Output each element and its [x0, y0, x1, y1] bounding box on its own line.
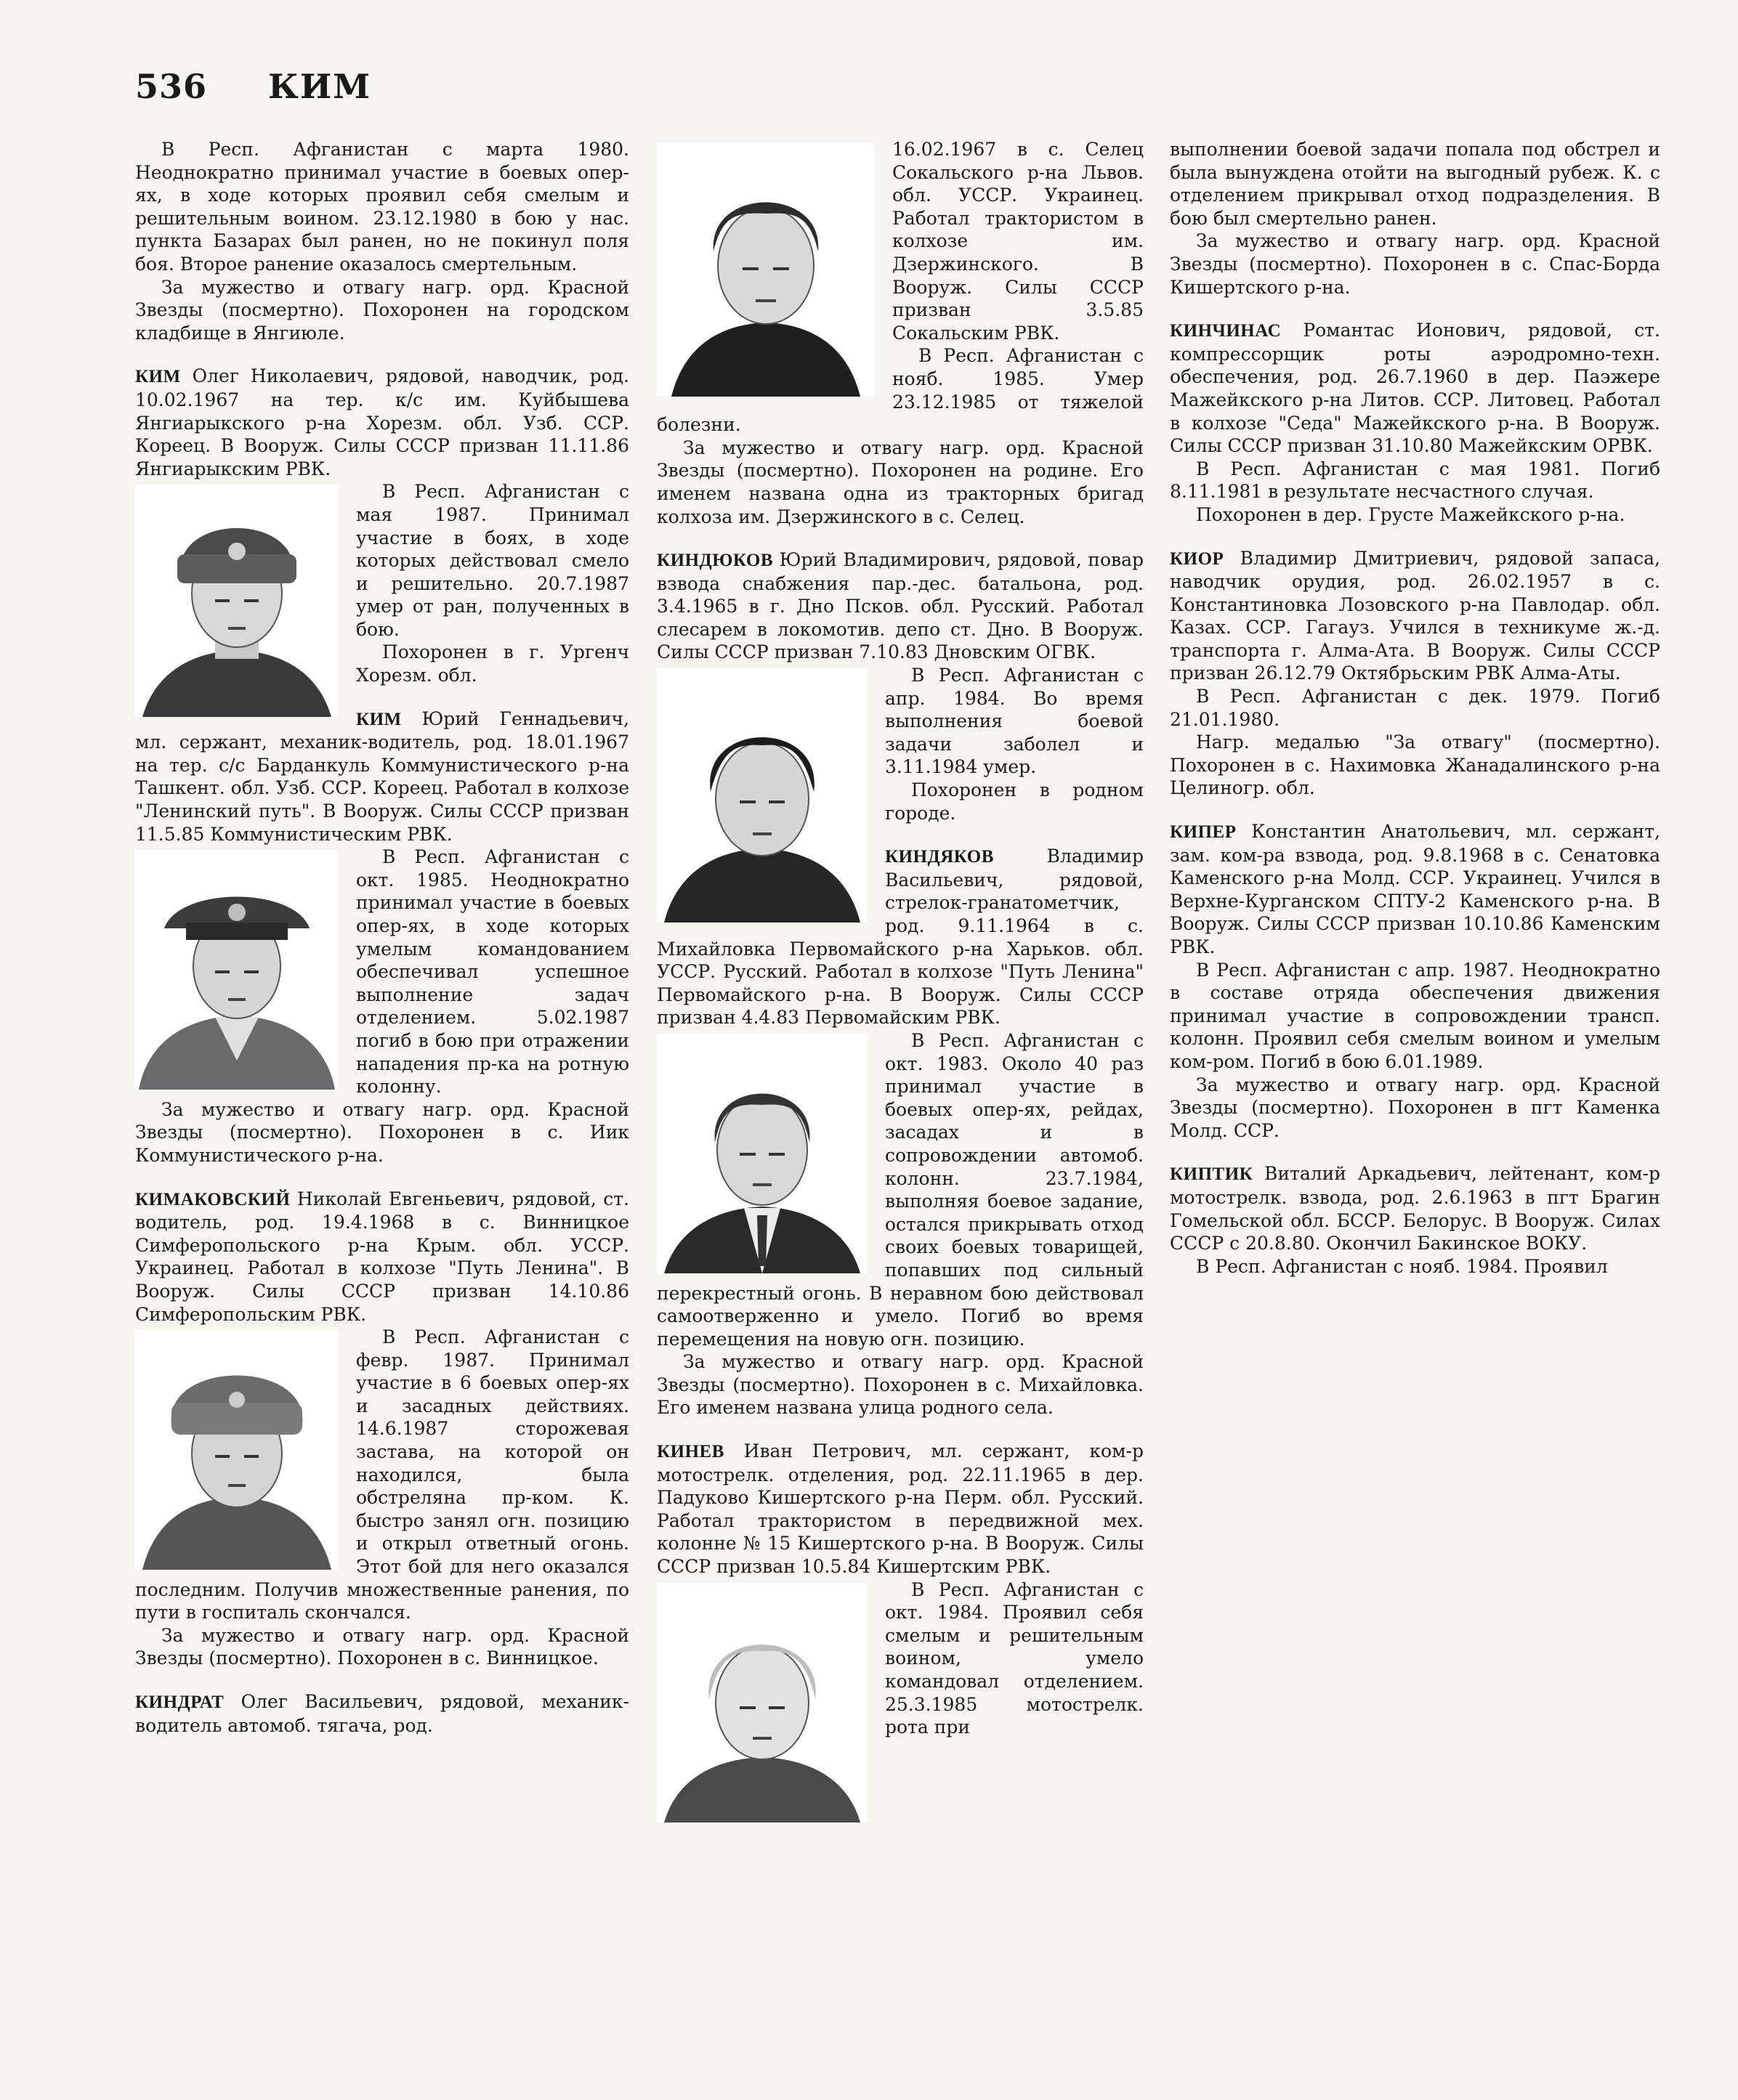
portrait-kimakovsky — [135, 1330, 339, 1570]
entry-text: Иван Петрович, мл. сержант, ком-р мотострелк. отделения, род. 22.11.1965 в дер. Падуково Кишертского р-на Перм. обл. Русский. Работал трактористом в передвижной мех. колонне № 15 Кишертского р-на. В Вооруж. Силы СССР призван 10.5.84 Кишертским РВК. — [657, 1440, 1144, 1578]
entry-kior — [1170, 547, 1660, 800]
portrait-kindyukov — [657, 668, 868, 923]
portrait-photo — [657, 668, 868, 923]
paragraph: В Респ. Афганистан с нояб. 1984. Проявил — [1196, 1255, 1608, 1277]
paragraph: В Респ. Афганистан с дек. 1979. Погиб 21.01.1980. — [1170, 686, 1660, 730]
entry-text: Николай Евгеньевич, рядовой, ст. водитель, род. 19.4.1968 в с. Винницкое Симферопольского р-на Крым. обл. УССР. Украинец. Работал в колхозе "Путь Ленина". В Вооруж. Силы СССР призван 14.10.86 Симферопольским РВК. — [135, 1188, 629, 1325]
portrait-kindrat — [657, 142, 875, 397]
entry-kindrat — [135, 1690, 629, 1737]
portrait-photo — [657, 1034, 868, 1273]
paragraph: В Респ. Афганистан с февр. 1987. Принимал участие в 6 боевых опер-ях и засадных действиях. 14.6.1987 сторожевая застава, на которой он находился, была обстреляна пр-ком. К. быстро занял огн. позицию и открыл ответный огонь. Этот бой для него оказался последним. Получив множественные ранения, по пути в госпиталь скончался. — [135, 1326, 629, 1623]
surname: КИМ — [135, 367, 181, 387]
portrait-kim-yuri — [135, 850, 339, 1090]
surname: КИПТИК — [1170, 1164, 1253, 1185]
paragraph: В Респ. Афганистан с мая 1987. Принимал участие в боях, в ходе которых действовал смело и решительно. 20.7.1987 умер от ран, полученных в бою. — [356, 481, 629, 640]
paragraph: В Респ. Афганистан с окт. 1983. Около 40 раз принимал участие в боевых опер-ях, рейдах, засадах и в сопровождении автомоб. колонн. 23.7.1984, выполняя боевое задание, остался прикрывать отход своих боевых товарищей, попавших под сильный перекрестный огонь. В неравном бою действовал самоотверженно и умело. Погиб во время перемещения на новую огн. позицию. — [657, 1029, 1144, 1350]
paragraph: В Респ. Афганистан с марта 1980. Неоднократно принимал участие в боевых опер-ях, в ходе которых проявил себя смелым и решительным воином. 23.12.1980 в бою у нас. пункта Базарах был ранен, но не покинул поля боя. Второе ранение оказалось смертельным. — [135, 139, 629, 275]
paragraph: В Респ. Афганистан с окт. 1984. Проявил себя смелым и решительным воином, умело командовал отделением. 25.3.1985 мотострелк. рота при — [885, 1578, 1144, 1738]
entry-text: Романтас Ионович, рядовой, ст. компрессорщик роты аэродромно-техн. обеспечения, род. 26.7.1960 в дер. Паэжере Мажейкского р-на Литов. ССР. Литовец. Работал в колхозе "Седа" Мажейкского р-на. В Вооруж. Силы СССР призван 31.10.80 Мажейкским ОРВК. — [1170, 320, 1660, 457]
surname: КИМ — [356, 709, 402, 729]
portrait-photo — [135, 485, 339, 717]
entry-kiper — [1170, 820, 1660, 1142]
entry-text: Виталий Аркадьевич, лейтенант, ком-р мотострелк. взвода, род. 2.6.1963 в пгт Брагин Гомельской обл. БССР. Белорус. В Вооруж. Силах СССР с 20.8.80. Окончил Бакинское ВОКУ. — [1170, 1163, 1660, 1254]
entry-text: Владимир Дмитриевич, рядовой запаса, наводчик орудия, род. 26.02.1957 в с. Константиновка Лозовского р-на Павлодар. обл. Казах. ССР. Гагауз. Учился в техникуме ж.-д. транспорта г. Алма-Ата. В Вооруж. Силы СССР призван 26.12.79 Октябрьским РВК Алма-Аты. — [1170, 547, 1660, 684]
portrait-photo — [657, 142, 875, 397]
paragraph: За мужество и отвагу нагр. орд. Красной Звезды (посмертно). Похоронен в с. Винницкое. — [135, 1624, 629, 1669]
entry-continuation — [135, 138, 629, 344]
entry-text: Юрий Геннадьевич, мл. сержант, механик-водитель, род. 18.01.1967 на тер. с/с Барданкуль Коммунистического р-на Ташкент. обл. Узб. ССР. Кореец. Работал в колхозе "Ленинский путь". В Вооруж. Силы СССР призван 11.5.85 Коммунистическим РВК. — [135, 708, 629, 845]
paragraph: В Респ. Афганистан с апр. 1987. Неоднократно в составе отряда обеспечения движения принимал участие в сопровождении трансп. колонн. Проявил себя смелым воином и умелым ком-ром. Погиб в бою 6.01.1989. — [1170, 959, 1660, 1072]
surname: КИНДРАТ — [135, 1692, 225, 1712]
column-3 — [1170, 138, 1660, 2085]
portrait-photo — [135, 850, 339, 1090]
surname: КИНДЯКОВ — [885, 847, 994, 867]
paragraph: Нагр. медалью "За отвагу" (посмертно). Похоронен в с. Нахимовка Жанадалинского р-на Целиногр. обл. — [1170, 731, 1660, 799]
entry-kindyakov — [657, 845, 1144, 1419]
entry-kinchinas — [1170, 319, 1660, 526]
entry-text: Олег Васильевич, рядовой, механик-водитель автомоб. тягача, род. — [135, 1691, 629, 1736]
entry-kinev — [657, 1440, 1144, 1739]
paragraph: выполнении боевой задачи попала под обстрел и была вынуждена отойти на выгодный рубеж. К. с отделением прикрывал отход подразделения. В бою был смертельно ранен. — [1170, 139, 1660, 229]
paragraph: В Респ. Афганистан с окт. 1985. Неоднократно принимал участие в боевых опер-ях, в ходе которых умелым командованием обеспечивал успешное выполнение задач отделением. 5.02.1987 погиб в бою при отражении нападения пр-ка на ротную колонну. — [356, 846, 629, 1098]
entry-text: Владимир Васильевич, рядовой, стрелок-гранатометчик, род. 9.11.1964 в с. Михайловка Первомайского р-на Харьков. обл. УССР. Русский. Работал в колхозе "Путь Ленина" Первомайского р-на. В Вооруж. Силы СССР призван 4.4.83 Первомайским РВК. — [657, 846, 1144, 1029]
surname: КИНЧИНАС — [1170, 321, 1282, 341]
surname: КИНЕВ — [657, 1442, 724, 1462]
entry-kiptik — [1170, 1162, 1660, 1278]
portrait-kindyakov — [657, 1034, 868, 1273]
paragraph: За мужество и отвагу нагр. орд. Красной Звезды (посмертно). Похоронен в с. Иик Коммунистического р-на. — [135, 1098, 629, 1166]
paragraph: В Респ. Афганистан с апр. 1984. Во время выполнения боевой задачи заболел и 3.11.1984 умер. — [885, 665, 1144, 778]
paragraph: За мужество и отвагу нагр. орд. Красной Звезды (посмертно). Похоронен в с. Михайловка. Его именем названа улица родного села. — [657, 1351, 1144, 1419]
entry-continuation — [657, 138, 1144, 528]
entry-text: Юрий Владимирович, рядовой, повар взвода снабжения пар.-дес. батальона, род. 3.4.1965 в г. Дно Псков. обл. Русский. Работал слесарем в локомотив. депо ст. Дно. В Вооруж. Силы СССР призван 7.10.83 Дновским ОГВК. — [657, 549, 1144, 663]
paragraph: За мужество и отвагу нагр. орд. Красной Звезды (посмертно). Похоронен в с. Спас-Борда Кишертского р-на. — [1170, 230, 1660, 298]
paragraph: 16.02.1967 в с. Селец Сокальского р-на Львов. обл. УССР. Украинец. Работал трактористом в колхозе им. Дзержинского. В Вооруж. Силы СССР призван 3.5.85 Сокальским РВК. — [892, 139, 1144, 344]
entry-text: Олег Николаевич, рядовой, наводчик, род. 10.02.1967 на тер. к/с им. Куйбышева Янгиарыкского р-на Хорезм. обл. Узб. ССР. Кореец. В Вооруж. Силы СССР призван 11.11.86 Янгиарыкским РВК. — [135, 365, 629, 479]
portrait-kinev — [657, 1583, 868, 1823]
entry-kim-yuri — [135, 708, 629, 1167]
paragraph: В Респ. Афганистан с мая 1981. Погиб 8.11.1981 в результате несчастного случая. — [1170, 458, 1660, 503]
entry-text: Константин Анатольевич, мл. сержант, зам. ком-ра взвода, род. 9.8.1968 в с. Сенатовка Каменского р-на Молд. ССР. Украинец. Учился в Верхне-Курганском СПТУ-2 Каменского р-на. В Вооруж. Силы СССР призван 10.10.86 Каменским РВК. — [1170, 821, 1660, 957]
paragraph: Похоронен в родном городе. — [885, 779, 1144, 824]
paragraph: Похоронен в г. Ургенч Хорезм. обл. — [356, 641, 629, 686]
portrait-photo — [135, 1330, 339, 1570]
paragraph: За мужество и отвагу нагр. орд. Красной Звезды (посмертно). Похоронен на родине. Его именем названа одна из тракторных бригад колхоза им. Дзержинского в с. Селец. — [657, 437, 1144, 527]
running-head: КИМ — [268, 67, 372, 106]
portrait-photo — [657, 1583, 868, 1823]
entry-kindyukov — [657, 548, 1144, 824]
column-2 — [657, 138, 1144, 2085]
surname: КИПЕР — [1170, 822, 1237, 843]
page-number: 536 — [135, 67, 208, 106]
portrait-kim-oleg — [135, 485, 339, 717]
paragraph: Похоронен в дер. Грусте Мажейкского р-на. — [1196, 503, 1625, 525]
surname: КИМАКОВСКИЙ — [135, 1189, 291, 1209]
entry-kimakovsky — [135, 1188, 629, 1670]
paragraph: В Респ. Афганистан с нояб. 1985. Умер 23.12.1985 от тяжелой болезни. — [657, 345, 1144, 436]
surname: КИНДЮКОВ — [657, 551, 773, 571]
paragraph: За мужество и отвагу нагр. орд. Красной Звезды (посмертно). Похоронен в пгт Каменка Молд. ССР. — [1170, 1074, 1660, 1141]
entry-continuation — [1170, 138, 1660, 299]
surname: КИОР — [1170, 548, 1224, 569]
column-1 — [135, 138, 629, 2085]
entry-kim-oleg — [135, 365, 629, 686]
paragraph: За мужество и отвагу нагр. орд. Красной Звезды (посмертно). Похоронен на городском кладбище в Янгиюле. — [135, 276, 629, 344]
